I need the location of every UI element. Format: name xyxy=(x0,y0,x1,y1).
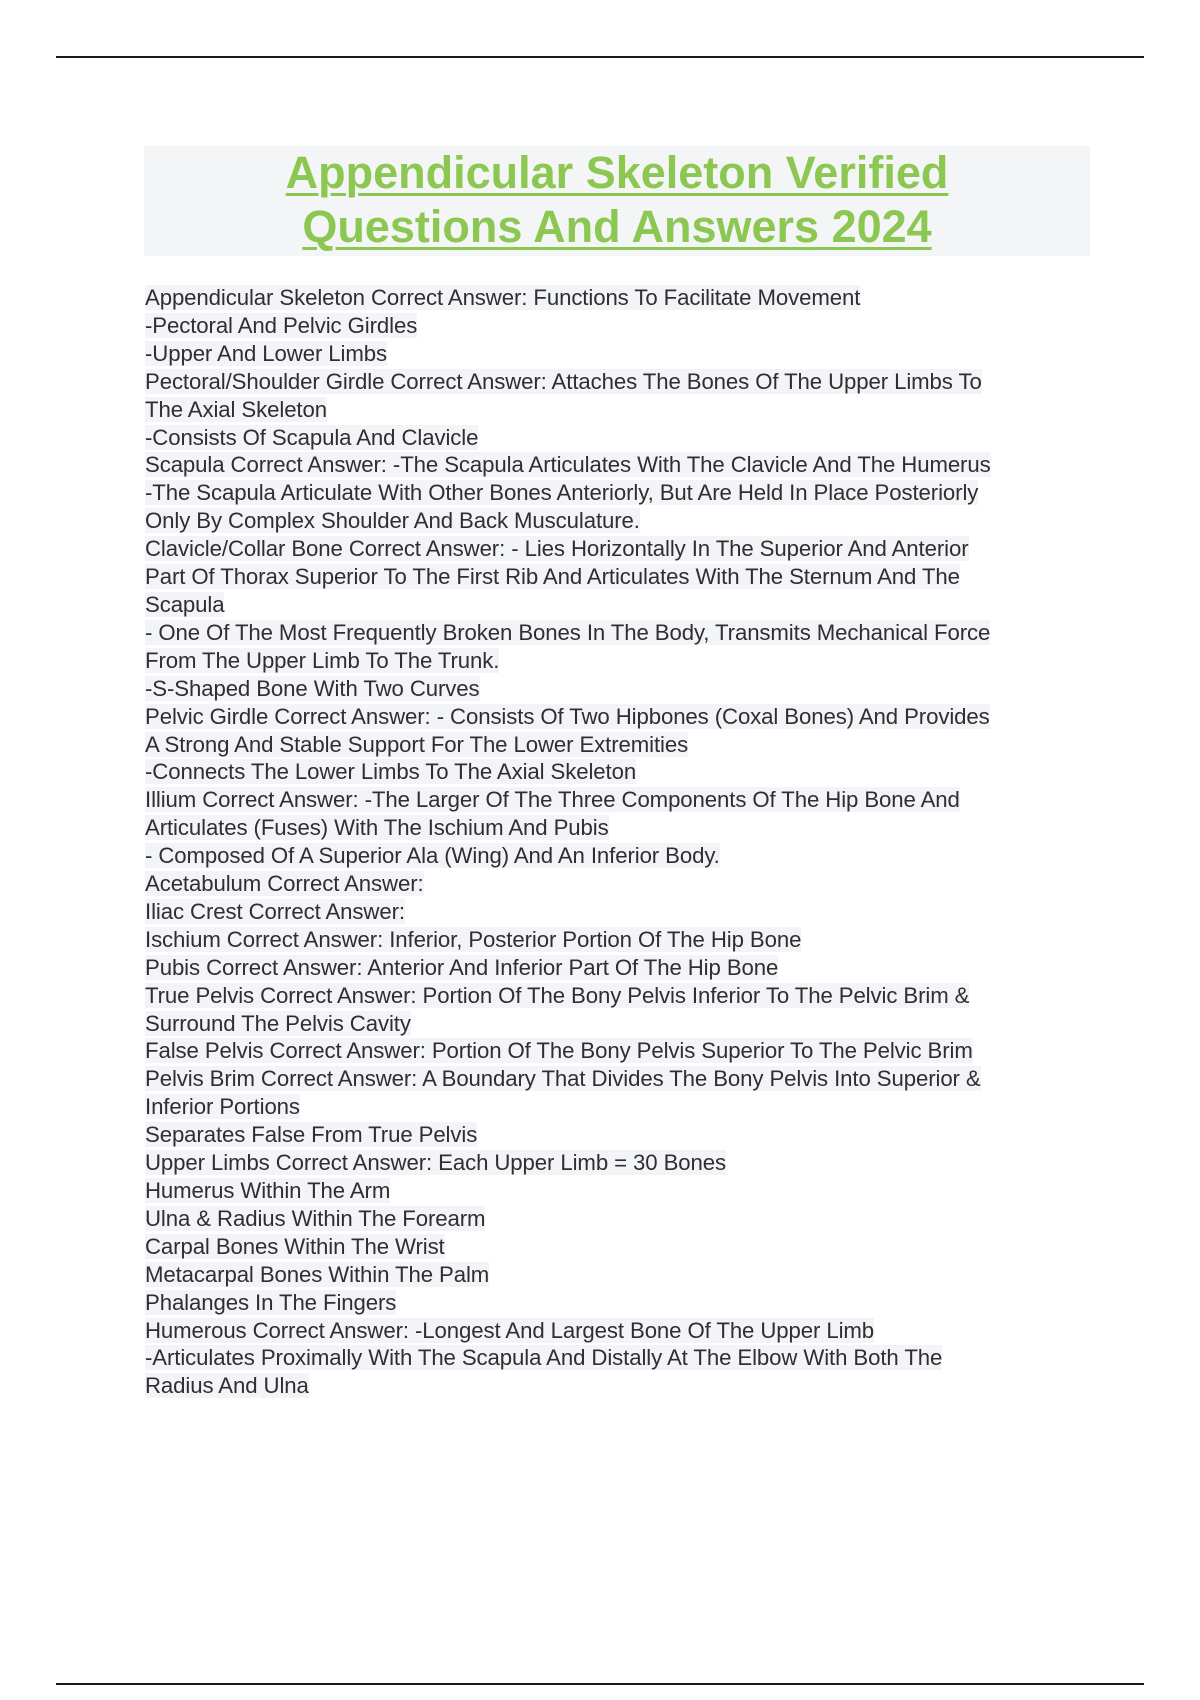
text-line-content: Carpal Bones Within The Wrist xyxy=(145,1233,445,1259)
text-line xyxy=(145,786,1090,814)
title-line-1 xyxy=(144,146,1090,200)
text-line xyxy=(145,842,1090,870)
text-line-content: Pelvic Girdle Correct Answer: - Consists Of Two Hipbones (Coxal Bones) And Provides xyxy=(145,703,990,729)
text-line xyxy=(145,731,1090,759)
text-line-content: -S-Shaped Bone With Two Curves xyxy=(145,675,480,701)
text-line-content: -Upper And Lower Limbs xyxy=(145,340,387,366)
text-line xyxy=(145,1121,1090,1149)
text-line xyxy=(145,1317,1090,1345)
text-line-content: False Pelvis Correct Answer: Portion Of The Bony Pelvis Superior To The Pelvic Brim xyxy=(145,1038,973,1064)
text-line-content: A Strong And Stable Support For The Lower Extremities xyxy=(145,731,689,757)
text-line xyxy=(145,675,1090,703)
text-line xyxy=(145,479,1090,507)
document-title xyxy=(144,146,1090,256)
text-line xyxy=(145,284,1090,312)
text-line xyxy=(145,535,1090,563)
text-line-content: Clavicle/Collar Bone Correct Answer: - Lies Horizontally In The Superior And Anterior xyxy=(145,536,969,562)
text-line xyxy=(145,1344,1090,1372)
text-line xyxy=(145,563,1090,591)
text-line xyxy=(145,870,1090,898)
text-line-content: -Connects The Lower Limbs To The Axial Skeleton xyxy=(145,759,637,785)
bottom-rule xyxy=(56,1683,1144,1685)
text-line-content: Humerous Correct Answer: -Longest And Largest Bone Of The Upper Limb xyxy=(145,1317,875,1343)
text-line xyxy=(145,1149,1090,1177)
text-line xyxy=(145,1261,1090,1289)
text-line-content: -Consists Of Scapula And Clavicle xyxy=(145,424,479,450)
text-line-content: Surround The Pelvis Cavity xyxy=(145,1010,411,1036)
text-line xyxy=(145,368,1090,396)
text-line xyxy=(145,898,1090,926)
text-line xyxy=(145,591,1090,619)
text-line-content: True Pelvis Correct Answer: Portion Of The Bony Pelvis Inferior To The Pelvic Brim & xyxy=(145,982,970,1008)
text-line-content: -Articulates Proximally With The Scapula And Distally At The Elbow With Both The xyxy=(145,1345,943,1371)
text-line-content: -The Scapula Articulate With Other Bones Anteriorly, But Are Held In Place Posteriorly xyxy=(145,480,979,506)
text-line-content: Appendicular Skeleton Correct Answer: Functions To Facilitate Movement xyxy=(145,285,861,310)
text-line xyxy=(145,507,1090,535)
text-line xyxy=(145,619,1090,647)
text-line xyxy=(145,1037,1090,1065)
text-line-content: Iliac Crest Correct Answer: xyxy=(145,898,405,924)
text-line-content: From The Upper Limb To The Trunk. xyxy=(145,647,500,673)
text-line-content: Only By Complex Shoulder And Back Musculature. xyxy=(145,508,640,534)
text-line-content: - One Of The Most Frequently Broken Bones In The Body, Transmits Mechanical Force xyxy=(145,619,991,645)
text-line xyxy=(145,424,1090,452)
text-line xyxy=(145,1205,1090,1233)
text-line-content: Metacarpal Bones Within The Palm xyxy=(145,1261,490,1287)
text-line-content: The Axial Skeleton xyxy=(145,396,327,422)
text-line xyxy=(145,926,1090,954)
text-line-content: Ischium Correct Answer: Inferior, Posterior Portion Of The Hip Bone xyxy=(145,926,802,952)
text-line xyxy=(145,758,1090,786)
title-line-2-text: Questions And Answers 2024 xyxy=(302,201,932,252)
title-line-1-text: Appendicular Skeleton Verified xyxy=(285,147,949,198)
text-line-content: Illium Correct Answer: -The Larger Of The Three Components Of The Hip Bone And xyxy=(145,787,960,813)
text-line-content: Scapula Correct Answer: -The Scapula Articulates With The Clavicle And The Humerus xyxy=(145,452,991,478)
text-line-content: Upper Limbs Correct Answer: Each Upper Limb = 30 Bones xyxy=(145,1150,726,1176)
text-line xyxy=(145,451,1090,479)
text-line xyxy=(145,703,1090,731)
title-line-2 xyxy=(144,200,1090,254)
text-line-content: Radius And Ulna xyxy=(145,1373,309,1399)
text-line xyxy=(145,1372,1090,1400)
text-line xyxy=(145,1177,1090,1205)
text-line-content: Articulates (Fuses) With The Ischium And Pubis xyxy=(145,815,609,841)
text-line xyxy=(145,1289,1090,1317)
text-line-content: Pelvis Brim Correct Answer: A Boundary That Divides The Bony Pelvis Into Superior & xyxy=(145,1066,981,1092)
text-line xyxy=(145,1065,1090,1093)
text-line-content: Phalanges In The Fingers xyxy=(145,1289,397,1315)
text-line xyxy=(145,1010,1090,1038)
text-line-content: -Pectoral And Pelvic Girdles xyxy=(145,312,418,338)
text-line xyxy=(145,1093,1090,1121)
text-line xyxy=(145,982,1090,1010)
text-line xyxy=(145,312,1090,340)
text-line-content: Separates False From True Pelvis xyxy=(145,1122,478,1148)
text-line-content: - Composed Of A Superior Ala (Wing) And An Inferior Body. xyxy=(145,843,720,869)
text-line-content: Inferior Portions xyxy=(145,1094,300,1120)
text-line-content: Scapula xyxy=(145,591,225,617)
text-line-content: Pubis Correct Answer: Anterior And Inferior Part Of The Hip Bone xyxy=(145,954,779,980)
text-line xyxy=(145,396,1090,424)
text-line-content: Part Of Thorax Superior To The First Rib And Articulates With The Sternum And The xyxy=(145,564,960,590)
text-line-content: Pectoral/Shoulder Girdle Correct Answer: Attaches The Bones Of The Upper Limbs To xyxy=(145,368,982,394)
text-line xyxy=(145,1233,1090,1261)
text-line-content: Humerus Within The Arm xyxy=(145,1178,391,1203)
document-body xyxy=(145,284,1090,1400)
text-line xyxy=(145,814,1090,842)
text-line-content: Acetabulum Correct Answer: xyxy=(145,871,424,897)
top-rule xyxy=(56,56,1144,58)
text-line xyxy=(145,340,1090,368)
text-line xyxy=(145,954,1090,982)
text-line xyxy=(145,647,1090,675)
text-line-content: Ulna & Radius Within The Forearm xyxy=(145,1205,486,1231)
